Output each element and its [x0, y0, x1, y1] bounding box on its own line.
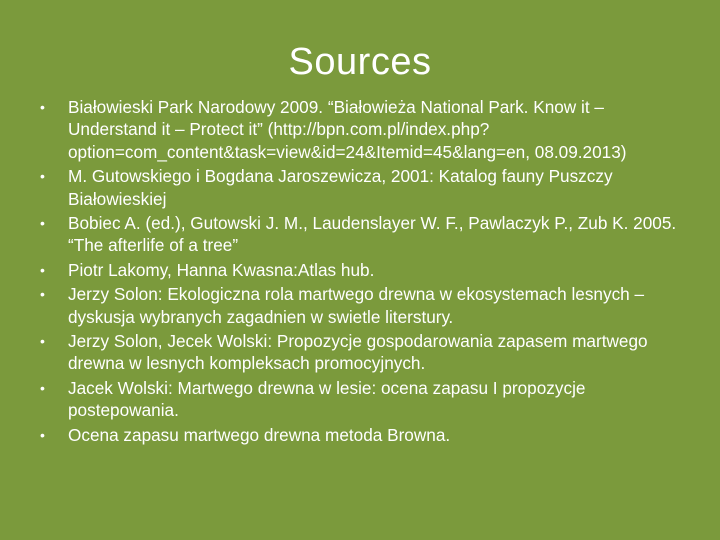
source-text: Jerzy Solon: Ekologiczna rola martwego drewna w ekosystemach lesnych – dyskusja wybranych zagadnien w swietle litersturу.: [68, 284, 645, 327]
list-item: [40, 283, 690, 328]
bullet-icon: •: [40, 261, 45, 278]
bullet-icon: •: [40, 99, 45, 115]
bullet-icon: •: [40, 379, 45, 396]
slide-title: Sources: [288, 41, 432, 83]
source-text: Jacek Wolski: Martwego drewna w lesie: ocena zapasu I propozycje postepowania.: [68, 377, 586, 421]
list-item: [40, 330, 690, 375]
sources-list: [40, 96, 690, 448]
list-item: [40, 259, 690, 281]
source-text: Jerzy Solon, Jecek Wolski: Propozycje gospodarowania zapasem martwego drewna w lesnych kompleksach promocyjnych.: [68, 331, 648, 374]
bullet-icon: •: [40, 333, 45, 350]
source-text: Ocena zapasu martwego drewna metoda Browna.: [68, 424, 451, 445]
source-text: Bobiec A. (ed.), Gutowski J. M., Laudenslayer W. F., Pawlaczyk P., Zub K. 2005. “The afterlife of a tree”: [68, 213, 677, 256]
bullet-icon: •: [40, 168, 45, 185]
bullet-icon: •: [40, 286, 45, 303]
source-text: M. Gutowskiego i Bogdana Jaroszewicza, 2001: Katalog fauny Puszczy Białowieskiej: [68, 166, 613, 209]
source-text: Białowieski Park Narodowy 2009. “Białowieża National Park. Know it – Understand it – Protect it” (http://bpn.com.pl/index.php?option=com_content&task=view&id=24&Itemid=45&lang=en, 08.09.2013): [68, 97, 627, 162]
list-item: [40, 165, 690, 210]
source-text: Piotr Lakomy, Hanna Kwasna:Atlas hub.: [68, 259, 375, 280]
bullet-icon: •: [40, 215, 45, 232]
bullet-icon: •: [40, 426, 45, 443]
list-item: [40, 377, 690, 422]
list-item: [40, 424, 690, 446]
list-item: [40, 96, 690, 163]
list-item: [40, 212, 690, 257]
